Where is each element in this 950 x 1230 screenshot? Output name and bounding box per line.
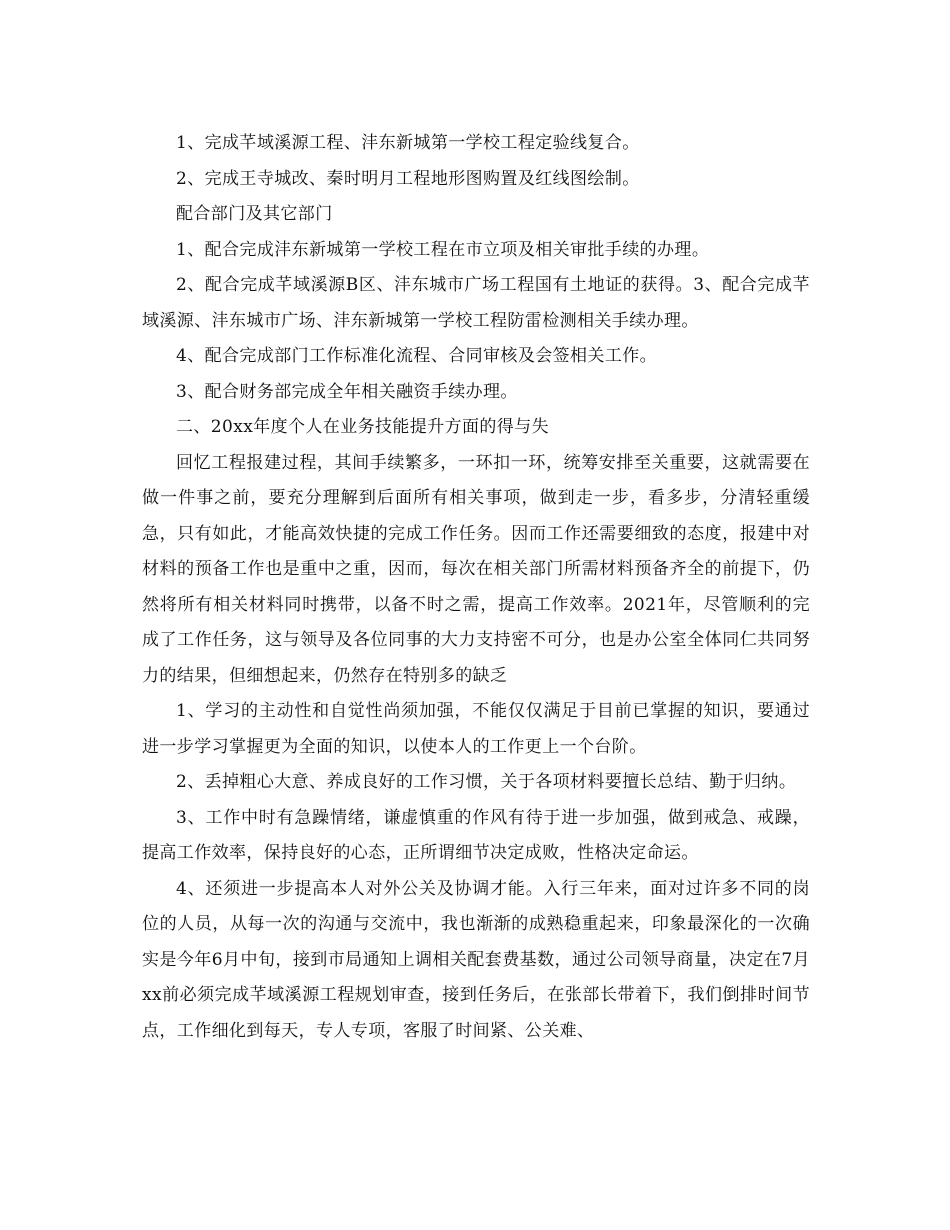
paragraph-5: 4、配合完成部门工作标准化流程、合同审核及会签相关工作。: [176, 346, 658, 366]
paragraph-review: 回忆工程报建过程，其间手续繁多，一环扣一环，统筹安排至关重要，这就需要在做一件事之前，要充分理解到后面所有相关事项，做到走一步，看多步，分清轻重缓急，只有如此，才能高效快捷的完成工作任务。因而工作还需要细致的态度，报建中对材料的预备工作也是重中之重，因而，每次在相关部门所需材料预备齐全的前提下，仍然将所有相关材料同时携带，以备不时之需，提高工作效率。2021年，尽管顺利的完成了工作任务，这与领导及各位同事的大力支持密不可分，也是办公室全体同仁共同努力的结果，但细想起来，仍然存在特别多的缺乏: [142, 452, 810, 686]
paragraph-2: 2、完成王寺城改、秦时明月工程地形图购置及红线图绘制。: [176, 168, 640, 189]
paragraph-1: 1、完成芊域溪源工程、沣东新城第一学校工程定验线复合。: [176, 133, 640, 153]
paragraph-4: 2、配合完成芊域溪源B区、沣东城市广场工程国有土地证的获得。3、配合完成芊域溪源、沣东城市广场、沣东新城第一学校工程防雷检测相关手续办理。: [142, 275, 810, 331]
paragraph-point-2: 2、丢掉粗心大意、养成良好的工作习惯，关于各项材料要擅长总结、勤于归纳。: [176, 772, 797, 792]
paragraph-point-1: 1、学习的主动性和自觉性尚须加强，不能仅仅满足于目前已掌握的知识，要通过进一步学习掌握更为全面的知识，以使本人的工作更上一个台阶。: [142, 701, 810, 757]
section-heading-skills: 二、20xx年度个人在业务技能提升方面的得与失: [176, 417, 550, 437]
section-heading-cooperating-departments: 配合部门及其它部门: [176, 204, 333, 224]
paragraph-6: 3、配合财务部完成全年相关融资手续办理。: [176, 381, 518, 402]
document-body: [142, 126, 810, 1049]
paragraph-3: 1、配合完成沣东新城第一学校工程在市立项及相关审批手续的办理。: [176, 239, 710, 260]
paragraph-point-4: 4、还须进一步提高本人对外公关及协调才能。入行三年来，面对过许多不同的岗位的人员，从每一次的沟通与交流中，我也渐渐的成熟稳重起来，印象最深化的一次确实是今年6月中旬，接到市局通知上调相关配套费基数，通过公司领导商量，决定在7月xx前必须完成芊域溪源工程规划审查，接到任务后，在张部长带着下，我们倒排时间节点，工作细化到每天，专人专项，客服了时间紧、公关难、: [142, 878, 810, 1041]
paragraph-point-3: 3、工作中时有急躁情绪，谦虚慎重的作风有待于进一步加强，做到戒急、戒躁，提高工作效率，保持良好的心态，正所谓细节决定成败，性格决定命运。: [142, 807, 810, 863]
